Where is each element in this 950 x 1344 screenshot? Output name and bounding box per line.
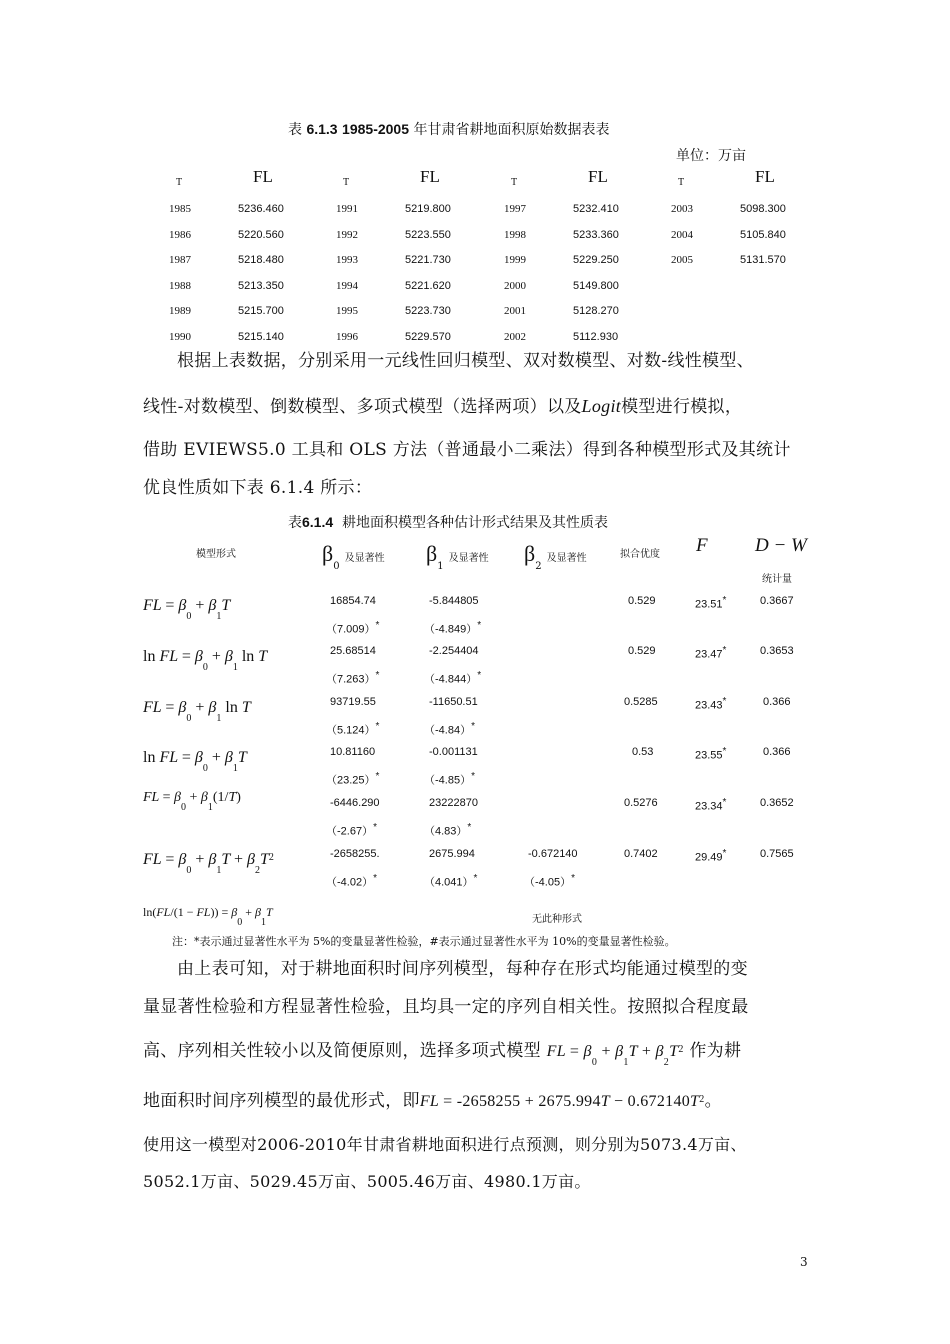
table1-caption-text: 年甘肃省耕地面积原始数据表表 (413, 122, 610, 138)
table1-header-t: T (343, 177, 350, 188)
table2-dw: 0.7565 (760, 848, 794, 860)
table1-year: 1987 (169, 254, 191, 266)
table2-b0-t (326, 822, 377, 839)
table1-value: 5213.350 (238, 280, 284, 292)
paragraph-text: 地面积时间序列模型的最优形式，即 (143, 1091, 420, 1111)
model-double-log-formula: ln FL = $\beta_0 + \beta_1$ ln T (143, 648, 268, 673)
table2-f (695, 797, 726, 813)
table1-year: 1991 (336, 203, 358, 215)
paragraph-conclusion-line1: 由上表可知，对于耕地面积时间序列模型，每种存在形式均能通过模型的变 (177, 959, 748, 979)
table2-dw: 0.3667 (760, 595, 794, 607)
table2-b0-t (326, 620, 379, 637)
sig-star: * (471, 771, 475, 782)
t-stat: （-4.84） (424, 724, 472, 737)
table2-r2: 0.529 (628, 645, 656, 657)
paragraph-text: 高、序列相关性较小以及简便原则，选择多项式模型 (143, 1041, 541, 1061)
paragraph-text: 根据上表数据，分别采用一元线性回归模型、双对数模型、对数-线性模型、 (177, 351, 754, 371)
paragraph-conclusion-line2: 量显著性检验和方程显著性检验，且均具一定的序列自相关性。按照拟合程度最 (143, 997, 749, 1017)
f-value: 23.47 (695, 648, 723, 661)
t-stat: （23.25） (326, 774, 376, 787)
sig-star: * (722, 645, 727, 656)
table2-b0: 93719.55 (330, 696, 376, 708)
sig-star: * (467, 822, 472, 833)
table1-year: 1990 (169, 331, 191, 343)
table2-r2: 0.53 (632, 746, 654, 758)
table2-f (695, 595, 726, 611)
table1-value: 5236.460 (238, 203, 284, 215)
table1-header-t: T (511, 177, 518, 188)
table1-year: 1985 (169, 203, 191, 215)
table1-value: 5220.560 (238, 229, 284, 241)
table2-b0: 16854.74 (330, 595, 376, 607)
table2-b1-t (424, 721, 475, 738)
table2-header-b2 (524, 541, 587, 572)
beta-subscript: 0 (333, 561, 340, 572)
t-stat: （-2.67） (326, 825, 374, 838)
table2-header-b0 (322, 541, 385, 572)
f-value: 29.49 (695, 851, 723, 864)
f-value: 23.55 (695, 749, 723, 762)
table2-dw: 0.3652 (760, 797, 794, 809)
table1-year: 1995 (336, 305, 358, 317)
paragraph-methods-line3: 借助 EVIEWS5.0 工具和 OLS 方法（普通最小二乘法）得到各种模型形式及其统计 (143, 440, 791, 460)
model-log-linear-formula: ln FL = $\beta_0 + \beta_1T$ (143, 749, 247, 774)
sig-star: * (375, 721, 380, 732)
t-stat: （-4.844） (424, 673, 478, 686)
table1-year: 2000 (504, 280, 526, 292)
table1-year: 1986 (169, 229, 191, 241)
table1-unit: 单位：万亩 (676, 148, 746, 164)
table2-b1: -2.254404 (429, 645, 479, 657)
paragraph-text: 作为耕 (689, 1041, 742, 1061)
table1-year: 2004 (671, 229, 693, 241)
table1-year: 1988 (169, 280, 191, 292)
beta-symbol: β (524, 541, 536, 566)
table2-logit-note: 无此种形式 (532, 914, 582, 925)
paragraph-text: 线性-对数模型、倒数模型、多项式模型（选择两项）以及 (143, 397, 582, 417)
table1-year: 1997 (504, 203, 526, 215)
table2-caption-text: 耕地面积模型各种估计形式结果及其性质表 (342, 515, 609, 531)
table1-value: 5131.570 (740, 254, 786, 266)
paragraph-conclusion-line6: 5052.1万亩、5029.45万亩、5005.46万亩、4980.1万亩。 (143, 1172, 591, 1191)
table2-header-r2: 拟合优度 (620, 549, 660, 560)
table2-b1-t (424, 771, 475, 788)
beta-subscript: 2 (535, 561, 542, 572)
t-stat: （7.263） (326, 673, 376, 686)
table1-year: 1998 (504, 229, 526, 241)
sig-star: * (477, 670, 482, 681)
table1-value: 5221.620 (405, 280, 451, 292)
table2-b1-t (424, 873, 477, 890)
table1-caption-num: 6.1.3 (306, 121, 338, 137)
t-stat: （4.041） (424, 876, 474, 889)
sig-star: * (373, 873, 377, 884)
sig-label: 及显著性 (448, 553, 489, 564)
sig-star: * (477, 620, 482, 631)
table2-f (695, 746, 726, 762)
sig-star: * (722, 848, 727, 859)
sig-star: * (722, 696, 727, 707)
inline-polynomial-formula: FL = $\beta_0 + \beta_1T + \beta_2T^2$ (546, 1043, 684, 1068)
table2-b0: -6446.290 (330, 797, 380, 809)
table2-header-model: 模型形式 (196, 549, 236, 560)
table2-header-dw: D − W (755, 535, 807, 556)
paragraph-conclusion-line3 (143, 1035, 811, 1070)
table2-r2: 0.5285 (624, 696, 658, 708)
sig-star: * (375, 620, 380, 631)
table2-b0-t (326, 873, 377, 890)
table2-caption-prefix: 表 (288, 515, 302, 531)
table1-year: 1992 (336, 229, 358, 241)
table2-footnote: 注：*表示通过显著性水平为 5%的变量显著性检验，#表示通过显著性水平为 10%的变量显著性检验。 (172, 935, 676, 948)
table2-header-b1 (426, 541, 489, 572)
t-stat: （-4.85） (424, 774, 472, 787)
t-stat: （-4.849） (424, 623, 478, 636)
table1-year: 1996 (336, 331, 358, 343)
sig-star: * (722, 746, 727, 757)
t-stat: （-4.02） (326, 876, 374, 889)
table2-dw: 0.366 (763, 746, 791, 758)
table1-value: 5223.730 (405, 305, 451, 317)
inline-fitted-formula: FL = $-2658255 + 2675.994T - 0.672140T^2$ (419, 1093, 705, 1110)
table2-b2-t (524, 873, 575, 890)
table1-value: 5219.800 (405, 203, 451, 215)
table1-year: 2003 (671, 203, 693, 215)
table2-b0-t (326, 771, 379, 788)
table2-b1: -0.001131 (429, 746, 478, 758)
sig-star: * (722, 797, 727, 808)
table1-value: 5215.700 (238, 305, 284, 317)
sig-star: * (375, 670, 380, 681)
table2-f (695, 848, 726, 864)
table1-header-t: T (678, 177, 685, 188)
sig-star: * (722, 595, 727, 606)
table1-year: 2002 (504, 331, 526, 343)
table1-year: 1994 (336, 280, 358, 292)
logit-term: Logit (581, 396, 622, 416)
f-value: 23.43 (695, 699, 723, 712)
t-stat: （-4.05） (524, 876, 572, 889)
f-value: 23.34 (695, 800, 723, 813)
table1-value: 5098.300 (740, 203, 786, 215)
table1-value: 5229.570 (405, 331, 451, 343)
paragraph-methods (143, 345, 811, 378)
table2-r2: 0.529 (628, 595, 656, 607)
table1-header-fl: FL (253, 167, 273, 186)
table2-caption-num: 6.1.4 (302, 514, 334, 530)
table1-value: 5128.270 (573, 305, 619, 317)
sig-star: * (471, 721, 475, 732)
table1-header-fl: FL (588, 167, 608, 186)
table2-dw: 0.3653 (760, 645, 794, 657)
t-stat: （7.009） (326, 623, 376, 636)
beta-symbol: β (322, 541, 334, 566)
beta-symbol: β (426, 541, 438, 566)
table1-header-fl: FL (755, 167, 775, 186)
table1-value: 5112.930 (573, 331, 619, 343)
table1-caption-prefix: 表 (288, 122, 302, 138)
table2-b1: 2675.994 (429, 848, 475, 860)
table2-r2: 0.5276 (624, 797, 658, 809)
table2-b1-t (424, 670, 481, 687)
table2-b1: -5.844805 (429, 595, 479, 607)
paragraph-methods-line4: 优良性质如下表 6.1.4 所示： (143, 478, 373, 498)
table2-header-dw-sub: 统计量 (762, 574, 792, 585)
table1-value: 5221.730 (405, 254, 451, 266)
table1-value: 5149.800 (573, 280, 619, 292)
t-stat: （5.124） (326, 724, 376, 737)
f-value: 23.51 (695, 598, 723, 611)
table2-b0-t (326, 670, 379, 687)
page-number: 3 (800, 1255, 808, 1269)
table2-b1: 23222870 (429, 797, 478, 809)
table1-year: 2005 (671, 254, 693, 266)
table2-caption (288, 512, 608, 532)
sig-label: 及显著性 (546, 553, 587, 564)
table1-value: 5105.840 (740, 229, 786, 241)
table1-caption-years: 1985-2005 (342, 121, 409, 137)
sig-star: * (473, 873, 478, 884)
model-polynomial-formula: FL = $\beta_0 + \beta_1T + \beta_2T^2$ (143, 851, 274, 876)
t-stat: （4.83） (424, 825, 468, 838)
table2-b2: -0.672140 (528, 848, 578, 860)
paragraph-conclusion-line5: 使用这一模型对2006-2010年甘肃省耕地面积进行点预测，则分别为5073.4万亩、 (143, 1135, 747, 1154)
table1-caption (288, 119, 609, 139)
paragraph-methods-line2 (143, 390, 811, 424)
model-logit-formula: $\ln(FL/(1 - FL)) = \beta_0 + \beta_1T$ (143, 905, 273, 928)
table1-header-fl: FL (420, 167, 440, 186)
paragraph-text: 模型进行模拟， (621, 397, 743, 417)
table2-header-f: F (696, 535, 708, 556)
table1-header-t: T (176, 177, 183, 188)
paragraph-text: 。 (704, 1091, 722, 1111)
table1-value: 5223.550 (405, 229, 451, 241)
table2-b1-t (424, 822, 471, 839)
table2-r2: 0.7402 (624, 848, 658, 860)
sig-star: * (373, 822, 377, 833)
table1-value: 5233.360 (573, 229, 619, 241)
table1-year: 2001 (504, 305, 526, 317)
table1-value: 5232.410 (573, 203, 619, 215)
table1-value: 5218.480 (238, 254, 284, 266)
table1-year: 1999 (504, 254, 526, 266)
sig-star: * (571, 873, 575, 884)
table2-f (695, 645, 726, 661)
model-reciprocal-formula: FL = $\beta_0 + \beta_1(1/T)$ (143, 790, 241, 813)
table1-year: 1993 (336, 254, 358, 266)
sig-label: 及显著性 (344, 553, 385, 564)
table2-b0-t (326, 721, 379, 738)
table2-b0: -2658255. (330, 848, 380, 860)
table2-b0: 25.68514 (330, 645, 376, 657)
table2-dw: 0.366 (763, 696, 791, 708)
table1-value: 5215.140 (238, 331, 284, 343)
model-linear-formula: FL = $\beta_0 + \beta_1T$ (143, 597, 231, 622)
sig-star: * (375, 771, 380, 782)
paragraph-conclusion-line4 (143, 1085, 811, 1120)
table2-b0: 10.81160 (330, 746, 376, 758)
beta-subscript: 1 (437, 561, 444, 572)
table1-year: 1989 (169, 305, 191, 317)
table1-value: 5229.250 (573, 254, 619, 266)
table2-f (695, 696, 726, 712)
table2-b1-t (424, 620, 481, 637)
table2-b1: -11650.51 (429, 696, 478, 708)
model-linear-log-formula: FL = $\beta_0 + \beta_1$ ln T (143, 699, 251, 724)
